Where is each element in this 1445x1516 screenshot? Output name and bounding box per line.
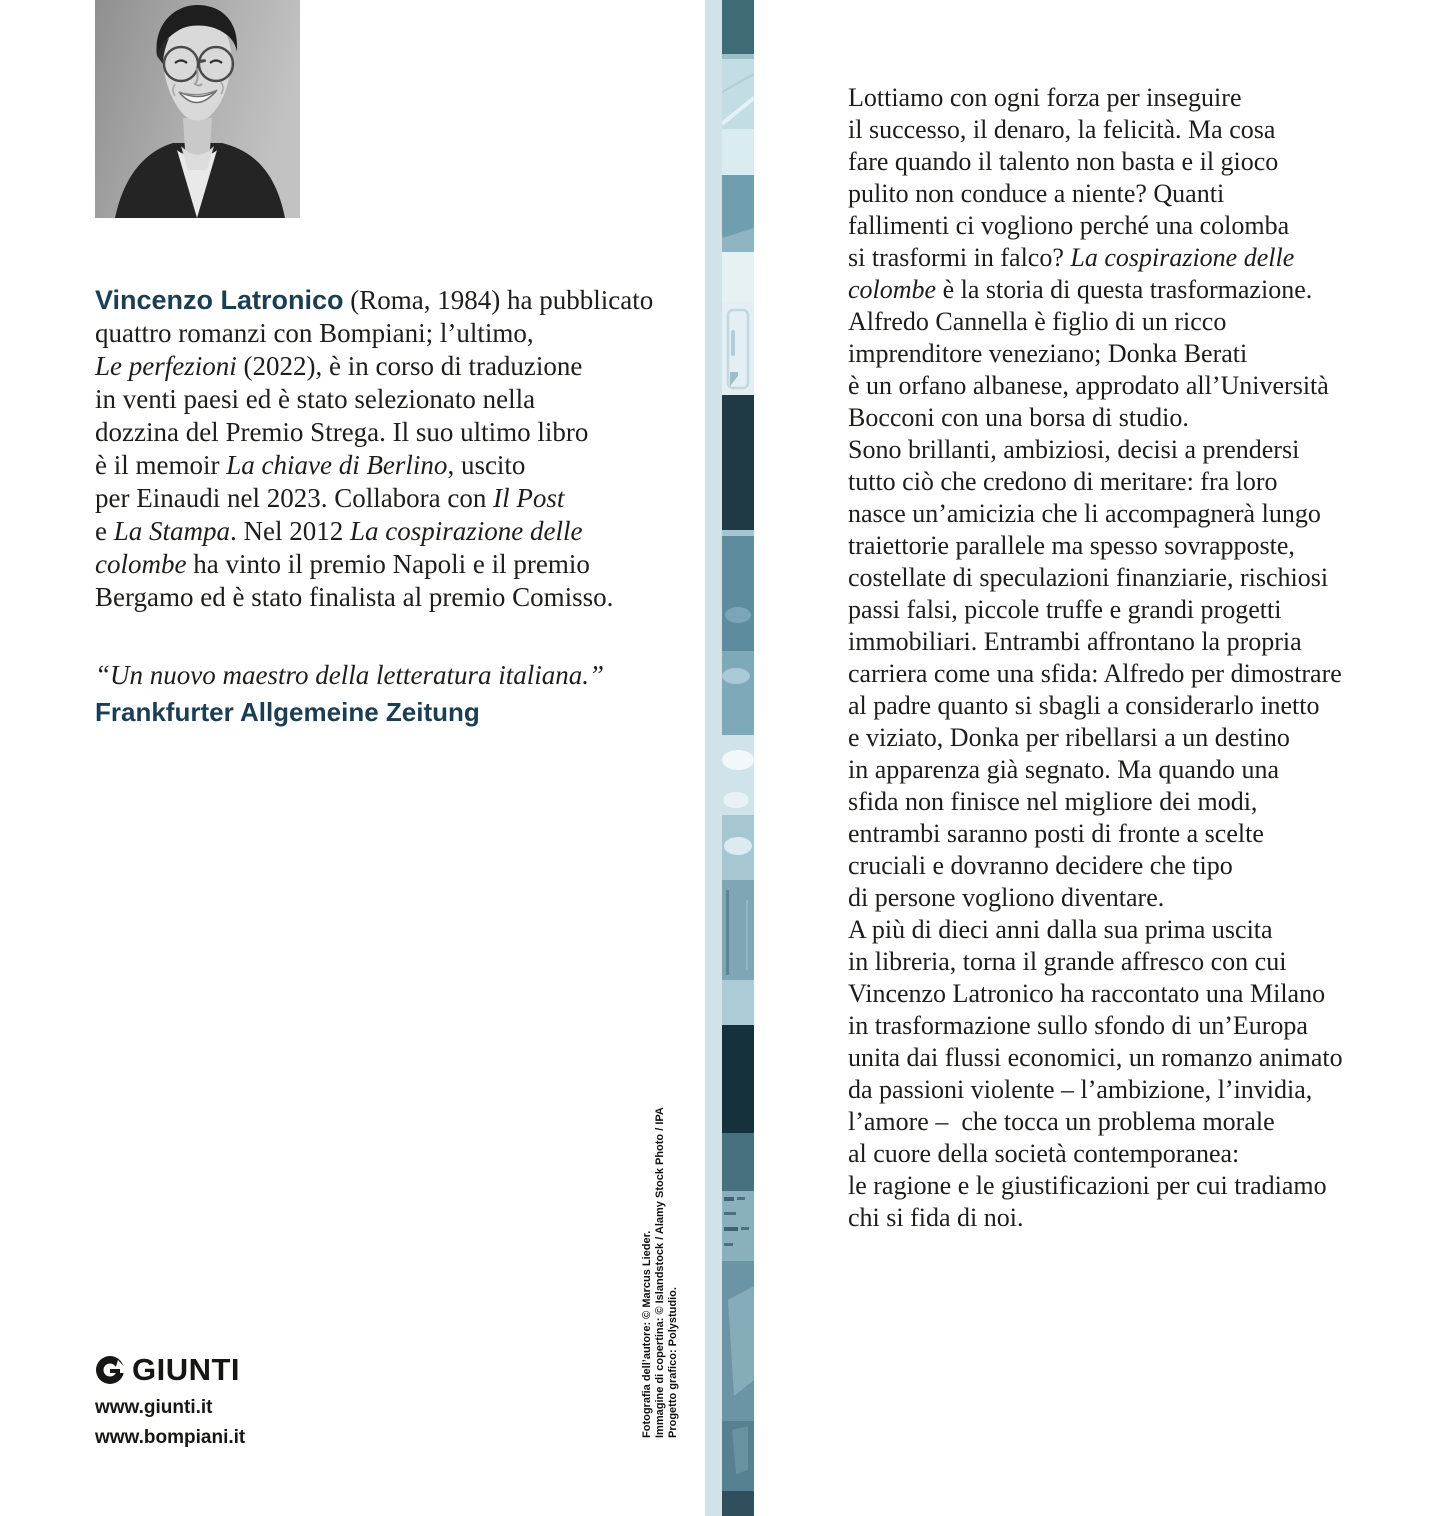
- photo-credits: [641, 1098, 680, 1438]
- text-line: imprenditore veneziano; Donka Berati: [848, 339, 1248, 368]
- text-line: Bocconi con una borsa di studio.: [848, 403, 1189, 432]
- text-line: tutto ciò che credono di meritare: fra loro: [848, 467, 1278, 496]
- text-line: le ragione e le giustificazioni per cui tradiamo: [848, 1171, 1327, 1200]
- publisher-logo: [96, 1352, 240, 1388]
- text-line: entrambi saranno posti di fronte a scelte: [848, 819, 1264, 848]
- text-line: passi falsi, piccole truffe e grandi progetti: [848, 595, 1282, 624]
- text-line: Lottiamo con ogni forza per inseguire: [848, 83, 1242, 112]
- text-line: Le perfezioni (2022), è in corso di traduzione: [95, 351, 583, 381]
- text-line: Bergamo ed è stato finalista al premio Comisso.: [95, 582, 614, 612]
- text-line: chi si fida di noi.: [848, 1203, 1024, 1232]
- text-line: colombe ha vinto il premio Napoli e il premio: [95, 549, 590, 579]
- text-line: cruciali e dovranno decidere che tipo: [848, 851, 1233, 880]
- text-line: al cuore della società contemporanea:: [848, 1139, 1240, 1168]
- text-line: traiettorie parallele ma spesso sovrapposte,: [848, 531, 1295, 560]
- text-line: è il memoir La chiave di Berlino, uscito: [95, 450, 526, 480]
- text-line: si trasformi in falco? La cospirazione delle: [848, 243, 1295, 272]
- text-line: Sono brillanti, ambiziosi, decisi a prendersi: [848, 435, 1300, 464]
- text-line: Vincenzo Latronico ha raccontato una Milano: [848, 979, 1326, 1008]
- text-line: fallimenti ci vogliono perché una colomba: [848, 211, 1290, 240]
- text-line: Fotografia dell’autore: © Marcus Lieder.: [641, 1230, 653, 1438]
- text-line: di persone vogliono diventare.: [848, 883, 1165, 912]
- text-line: immobiliari. Entrambi affrontano la propria: [848, 627, 1302, 656]
- text-line: e La Stampa. Nel 2012 La cospirazione delle: [95, 516, 583, 546]
- synopsis-text: [848, 82, 1445, 1234]
- text-line: pulito non conduce a niente? Quanti: [848, 179, 1225, 208]
- text-line: è un orfano albanese, approdato all’Università: [848, 371, 1329, 400]
- text-line: in venti paesi ed è stato selezionato nella: [95, 384, 536, 414]
- publisher-urls: [95, 1393, 245, 1453]
- text-line: in libreria, torna il grande affresco con cui: [848, 947, 1287, 976]
- text-line: l’amore – che tocca un problema morale: [848, 1107, 1275, 1136]
- text-line: unita dai flussi economici, un romanzo animato: [848, 1043, 1343, 1072]
- text-line: nasce un’amicizia che li accompagnerà lungo: [848, 499, 1321, 528]
- author-bio: [95, 284, 670, 614]
- text-line: Progetto grafico: Polystudio.: [667, 1287, 679, 1438]
- cover-image-sliver: [722, 0, 754, 1516]
- publisher-url-bompiani: www.bompiani.it: [95, 1427, 246, 1448]
- text-line: da passioni violente – l’ambizione, l’invidia,: [848, 1075, 1313, 1104]
- author-photo: [95, 0, 300, 218]
- text-line: il successo, il denaro, la felicità. Ma cosa: [848, 115, 1276, 144]
- giunti-logo-mark-icon: [96, 1356, 124, 1384]
- text-line: quattro romanzi con Bompiani; l’ultimo,: [95, 318, 534, 348]
- text-line: Immagine di copertina: © Islandstock / Alamy Stock Photo / IPA: [654, 1107, 666, 1438]
- text-line: carriera come una sfida: Alfredo per dimostrare: [848, 659, 1342, 688]
- text-line: Vincenzo Latronico (Roma, 1984) ha pubblicato: [95, 285, 654, 315]
- text-line: e viziato, Donka per ribellarsi a un destino: [848, 723, 1290, 752]
- text-line: costellate di speculazioni finanziarie, rischiosi: [848, 563, 1329, 592]
- text-line: dozzina del Premio Strega. Il suo ultimo libro: [95, 417, 589, 447]
- text-line: in trasformazione sullo sfondo di un’Europa: [848, 1011, 1308, 1040]
- cover-spine-band: [705, 0, 722, 1516]
- text-line: Alfredo Cannella è figlio di un ricco: [848, 307, 1227, 336]
- text-line: in apparenza già segnato. Ma quando una: [848, 755, 1280, 784]
- author-portrait-illustration: [95, 0, 300, 218]
- press-quote: “Un nuovo maestro della letteratura italiana.”: [95, 660, 604, 690]
- text-line: al padre quanto si sbagli a considerarlo inetto: [848, 691, 1320, 720]
- publisher-url-giunti: www.giunti.it: [95, 1397, 213, 1418]
- text-line: per Einaudi nel 2023. Collabora con Il Post: [95, 483, 565, 513]
- giunti-logo-text: GIUNTI: [132, 1352, 241, 1387]
- press-quote-attribution: Frankfurter Allgemeine Zeitung: [95, 697, 480, 727]
- text-line: fare quando il talento non basta e il gioco: [848, 147, 1279, 176]
- text-line: A più di dieci anni dalla sua prima uscita: [848, 915, 1273, 944]
- text-line: sfida non finisce nel migliore dei modi,: [848, 787, 1258, 816]
- text-line: colombe è la storia di questa trasformazione.: [848, 275, 1313, 304]
